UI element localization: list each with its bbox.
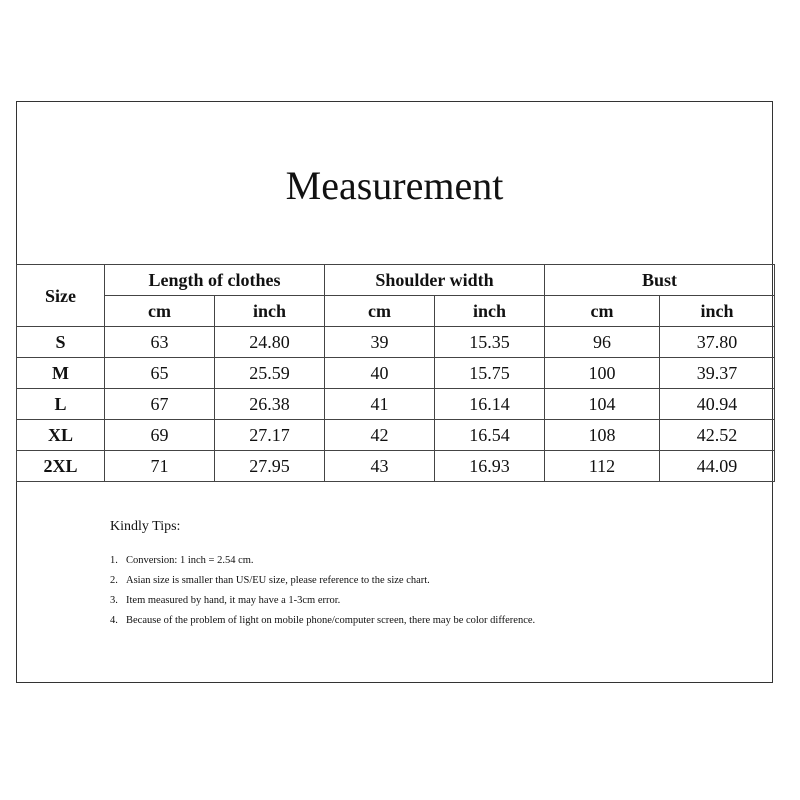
unit-header: inch [435,296,545,327]
tip-text: Item measured by hand, it may have a 1-3cm error. [126,595,341,606]
measurement-cell: 26.38 [215,389,325,420]
tip-number: 4. [110,615,118,626]
tip-item [110,551,590,571]
measurement-cell: 112 [545,451,660,482]
size-cell: M [17,358,105,389]
table-row [17,358,775,389]
table-row [17,327,775,358]
measurement-cell: 104 [545,389,660,420]
size-cell: S [17,327,105,358]
measurement-cell: 71 [105,451,215,482]
measurement-cell: 27.17 [215,420,325,451]
measurement-cell: 63 [105,327,215,358]
shoulder-group-header: Shoulder width [325,265,545,296]
measurement-cell: 65 [105,358,215,389]
tip-item [110,591,590,611]
table-row [17,451,775,482]
size-cell: XL [17,420,105,451]
tip-item [110,571,590,591]
tip-text: Asian size is smaller than US/EU size, please reference to the size chart. [126,575,430,586]
table-unit-row [17,296,775,327]
bust-group-header: Bust [545,265,775,296]
tip-number: 3. [110,595,118,606]
unit-header: cm [545,296,660,327]
measurement-cell: 108 [545,420,660,451]
tip-number: 1. [110,555,118,566]
size-cell: 2XL [17,451,105,482]
measurement-cell: 27.95 [215,451,325,482]
unit-header: inch [660,296,775,327]
unit-header: inch [215,296,325,327]
measurement-cell: 16.54 [435,420,545,451]
tips-heading: Kindly Tips: [110,519,181,534]
tip-number: 2. [110,575,118,586]
measurement-cell: 39 [325,327,435,358]
measurement-cell: 25.59 [215,358,325,389]
measurement-cell: 67 [105,389,215,420]
tip-text: Conversion: 1 inch = 2.54 cm. [126,555,254,566]
measurement-cell: 24.80 [215,327,325,358]
measurement-card [16,101,773,683]
measurement-cell: 39.37 [660,358,775,389]
measurement-cell: 42 [325,420,435,451]
measurement-cell: 16.14 [435,389,545,420]
unit-header: cm [105,296,215,327]
unit-header: cm [325,296,435,327]
measurement-cell: 100 [545,358,660,389]
size-chart-table [16,264,775,482]
table-header-row [17,265,775,296]
measurement-cell: 44.09 [660,451,775,482]
measurement-cell: 16.93 [435,451,545,482]
measurement-cell: 43 [325,451,435,482]
tip-item [110,611,590,631]
measurement-cell: 42.52 [660,420,775,451]
measurement-cell: 15.35 [435,327,545,358]
table-row [17,420,775,451]
table-row [17,389,775,420]
size-column-header: Size [17,265,105,327]
page-title: Measurement [285,163,504,208]
measurement-cell: 96 [545,327,660,358]
measurement-cell: 41 [325,389,435,420]
measurement-cell: 69 [105,420,215,451]
measurement-cell: 40.94 [660,389,775,420]
measurement-cell: 15.75 [435,358,545,389]
kindly-tips [110,519,590,631]
measurement-cell: 37.80 [660,327,775,358]
length-group-header: Length of clothes [105,265,325,296]
tips-list [110,551,590,631]
size-cell: L [17,389,105,420]
measurement-cell: 40 [325,358,435,389]
tip-text: Because of the problem of light on mobile phone/computer screen, there may be color difference. [126,615,536,626]
